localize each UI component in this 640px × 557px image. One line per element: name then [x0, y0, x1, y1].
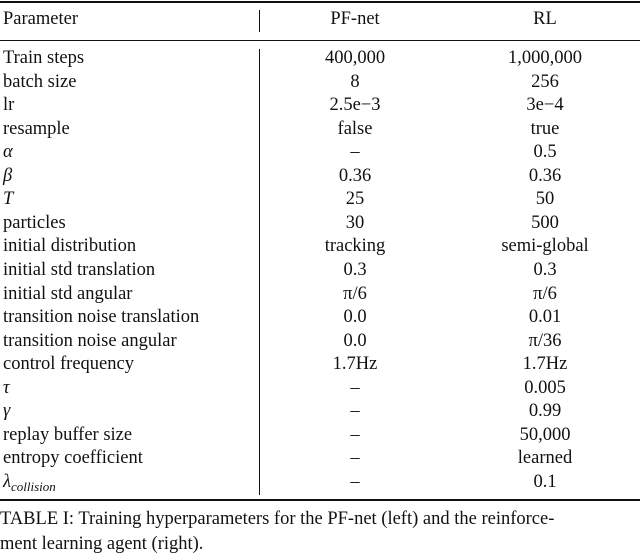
cell-parameter: [3, 212, 66, 236]
cell-pfnet: 400,000: [324, 48, 386, 68]
cell-pfnet: 0.36: [338, 165, 372, 186]
cell-pfnet: 1.7Hz: [332, 354, 378, 375]
top-rule: [0, 1, 640, 3]
cell-rl: 0.005: [524, 377, 566, 398]
cell-pfnet: 30: [345, 212, 365, 233]
cell-rl: 256: [531, 71, 559, 92]
cell-parameter: [3, 400, 10, 424]
cell-pfnet: π/6: [343, 283, 367, 304]
table-row: [0, 471, 640, 495]
cell-rl: true: [530, 118, 560, 139]
cell-rl: learned: [517, 448, 573, 469]
header-pfnet: PF-net: [330, 9, 380, 29]
cell-parameter: [3, 330, 177, 354]
cell-pfnet: 0.0: [343, 330, 367, 351]
cell-pfnet: –: [350, 401, 360, 422]
cell-pfnet: –: [350, 424, 360, 445]
cell-parameter: [3, 283, 132, 307]
parameter-name: batch size: [3, 71, 77, 92]
cell-parameter: [3, 259, 155, 283]
cell-rl: semi-global: [501, 236, 589, 257]
caption-line: TABLE I: Training hyperparameters for the PF-net (left) and the reinforce-: [0, 509, 555, 529]
parameter-name: α: [3, 142, 13, 163]
cell-pfnet: 8: [350, 71, 360, 92]
cell-parameter: [3, 188, 13, 212]
cell-pfnet: –: [350, 142, 360, 163]
mid-rule: [0, 40, 640, 41]
cell-rl: 0.1: [533, 471, 557, 492]
parameter-name: resample: [3, 118, 70, 139]
cell-pfnet: 0.0: [343, 307, 367, 328]
cell-parameter: [3, 71, 76, 95]
cell-rl: 0.5: [533, 142, 557, 163]
cell-parameter: [3, 471, 56, 499]
column-divider: [259, 10, 260, 32]
table-row: [0, 447, 640, 471]
cell-rl: 0.99: [528, 401, 562, 422]
cell-parameter: [3, 447, 143, 471]
parameter-name: τ: [3, 377, 10, 398]
table-row: [0, 424, 640, 448]
parameter-name: T: [3, 189, 14, 210]
parameter-name: transition noise angular: [3, 330, 177, 351]
cell-parameter: [3, 424, 132, 448]
parameter-name: γ: [3, 401, 11, 422]
table-row: [0, 306, 640, 330]
cell-parameter: [3, 94, 14, 118]
cell-pfnet: –: [350, 377, 360, 398]
parameter-name: β: [3, 165, 13, 186]
table-row: [0, 212, 640, 236]
cell-pfnet: –: [350, 471, 360, 492]
cell-pfnet: false: [337, 118, 373, 139]
header-parameter: Parameter: [3, 9, 78, 29]
parameter-name: λ: [3, 471, 12, 492]
table-row: [0, 188, 640, 212]
cell-rl: π/36: [528, 330, 562, 351]
cell-rl: 0.01: [528, 307, 562, 328]
cell-rl: 1,000,000: [508, 48, 582, 68]
cell-rl: 50,000: [519, 424, 571, 445]
table-row: [0, 47, 640, 71]
cell-rl: 1.7Hz: [522, 354, 568, 375]
cell-rl: 0.3: [533, 259, 557, 280]
table-row: [0, 235, 640, 259]
parameter-name: entropy coefficient: [3, 448, 143, 469]
table-row: [0, 141, 640, 165]
cell-rl: 500: [531, 212, 559, 233]
parameter-name: replay buffer size: [3, 424, 133, 445]
cell-pfnet: –: [350, 448, 360, 469]
table-row: [0, 259, 640, 283]
table-caption: [0, 507, 640, 557]
table-row: [0, 165, 640, 189]
cell-pfnet: 2.5e−3: [329, 95, 381, 116]
parameter-name: initial std angular: [3, 283, 133, 304]
table-row: [0, 400, 640, 424]
table-row: [0, 377, 640, 401]
caption-line: ment learning agent (right).: [0, 534, 204, 554]
header-row: [0, 8, 640, 32]
cell-parameter: [3, 306, 199, 330]
parameter-name: initial distribution: [3, 236, 137, 257]
cell-rl: 50: [535, 189, 555, 210]
parameter-name: control frequency: [3, 354, 134, 375]
cell-parameter: [3, 118, 70, 142]
parameter-name: lr: [3, 95, 15, 116]
cell-pfnet: 25: [345, 189, 365, 210]
cell-rl: 3e−4: [526, 95, 564, 116]
cell-parameter: [3, 235, 136, 259]
cell-rl: 0.36: [528, 165, 562, 186]
table-row: [0, 71, 640, 95]
table-row: [0, 118, 640, 142]
cell-parameter: [3, 377, 10, 401]
parameter-subscript: collision: [11, 478, 56, 494]
cell-rl: π/6: [533, 283, 557, 304]
table-row: [0, 283, 640, 307]
cell-parameter: [3, 47, 84, 71]
parameter-name: initial std translation: [3, 259, 156, 280]
cell-pfnet: 0.3: [343, 259, 367, 280]
table-row: [0, 353, 640, 377]
parameter-name: particles: [3, 212, 66, 233]
header-rl: RL: [533, 9, 557, 29]
bottom-rule: [0, 499, 640, 501]
cell-parameter: [3, 353, 134, 377]
parameter-name: Train steps: [3, 48, 85, 68]
table-row: [0, 94, 640, 118]
cell-pfnet: tracking: [324, 236, 386, 257]
table-row: [0, 330, 640, 354]
parameter-name: transition noise translation: [3, 307, 200, 328]
cell-parameter: [3, 165, 12, 189]
cell-parameter: [3, 141, 13, 165]
